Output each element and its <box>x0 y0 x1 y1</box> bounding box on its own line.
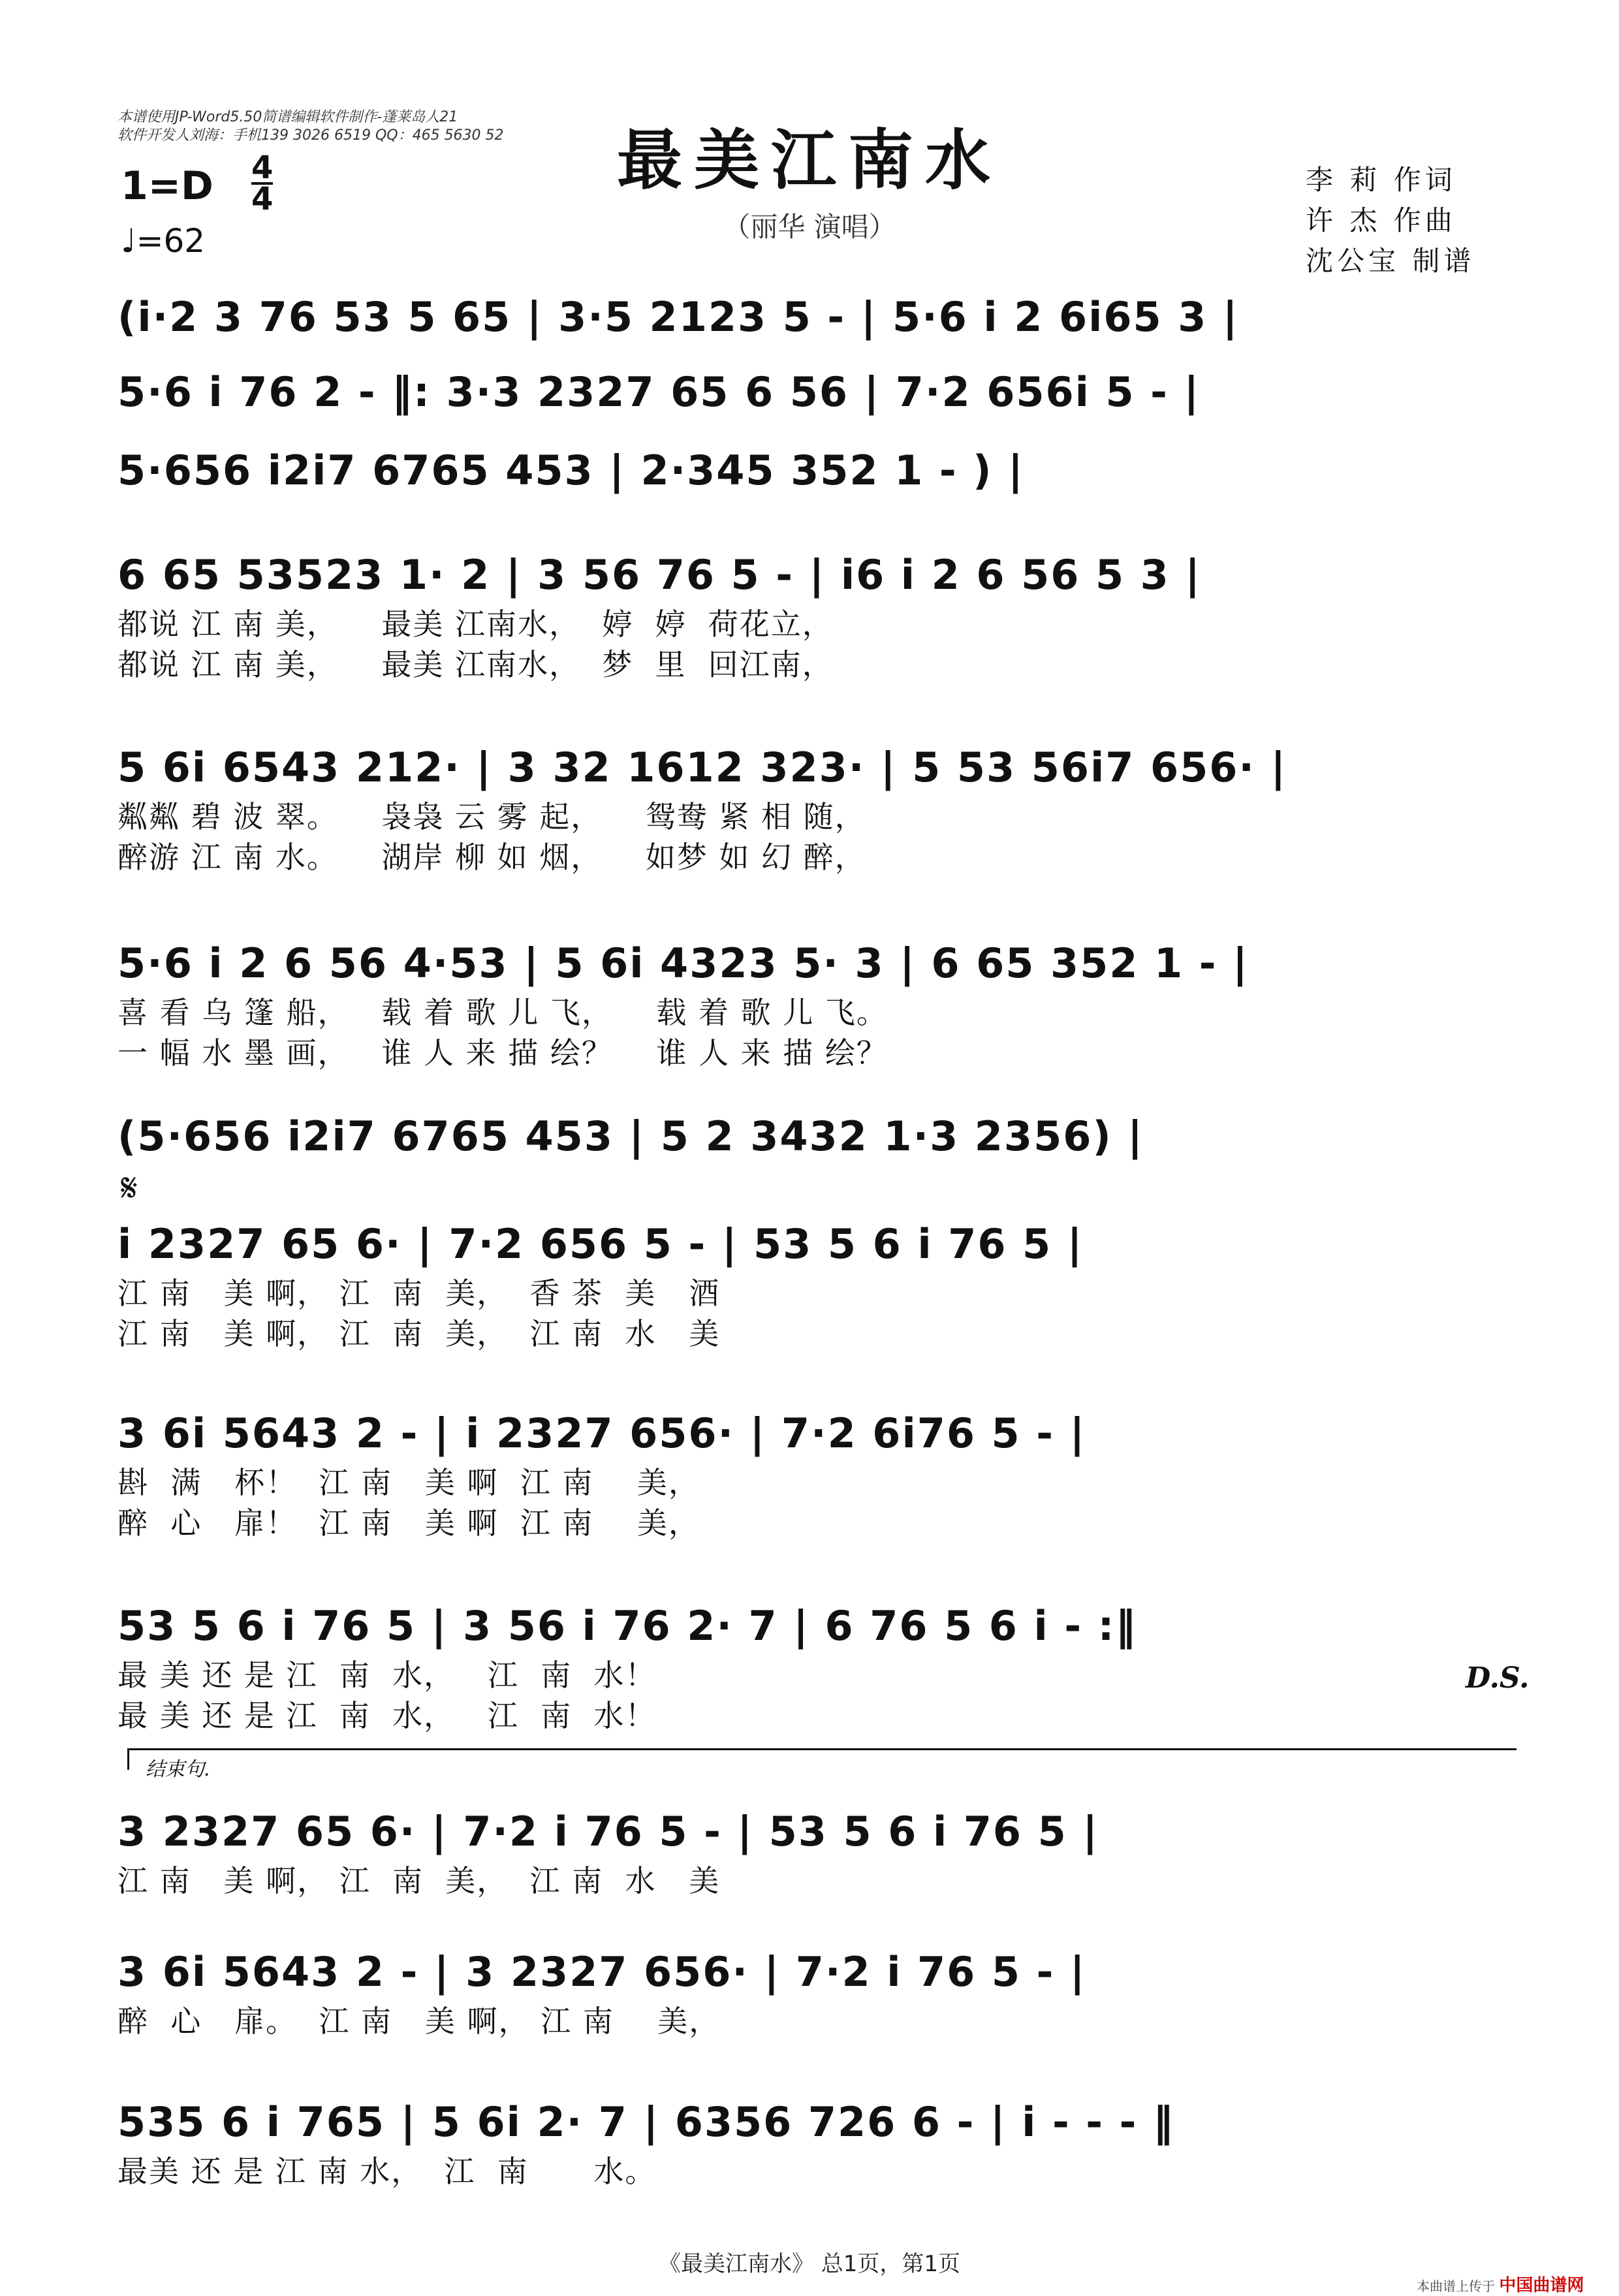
notation-row: (5·656 i2i7 6765 453 | 5 2 3432 1·3 2356) | <box>118 1112 1144 1160</box>
score-line-5 <box>118 738 1515 877</box>
notation-row: i 2327 65 6· | 7·2 656 5 - | 53 5 6 i 76 5 | <box>118 1219 1084 1268</box>
score-line-3 <box>118 441 1515 499</box>
site-watermark <box>1417 2272 1584 2296</box>
watermark-brand: 中国曲谱网 <box>1499 2276 1584 2295</box>
notation-row: 5·6 i 2 6 56 4·53 | 5 6i 4323 5· 3 | 6 65 352 1 - | <box>118 939 1249 987</box>
tempo-value: =62 <box>136 222 206 260</box>
notation-row: 6 65 53523 1· 2 | 3 56 76 5 - | i6 i 2 6 56 5 3 | <box>118 550 1202 599</box>
notation-row: 5·656 i2i7 6765 453 | 2·345 352 1 - ) | <box>118 446 1024 494</box>
lyrics-verse-2: 都说 江 南 美， 最美 江南水， 梦 里 回江南， <box>118 647 834 682</box>
ending-bracket <box>127 1748 1517 1781</box>
score-line-2 <box>118 362 1515 421</box>
score-line-1 <box>118 287 1515 346</box>
notation-row: 5 6i 6543 212· | 3 32 1612 323· | 5 53 56i7 656· | <box>118 743 1287 791</box>
score-line-7 <box>118 1107 1515 1165</box>
notation-row: 3 6i 5643 2 - | 3 2327 656· | 7·2 i 76 5 - | <box>118 1947 1086 1996</box>
lyrics-verse-1: 最美 还 是 江 南 水， 江 南 水。 <box>118 2154 657 2189</box>
score-line-10 <box>118 1596 1515 1736</box>
time-signature <box>251 149 274 217</box>
page-footer: 《最美江南水》 总1页，第1页 <box>658 2251 961 2277</box>
software-credit-line2: 软件开发人刘海：手机139 3026 6519 QQ：465 5630 52 <box>118 127 504 144</box>
time-signature-top: 4 <box>251 149 274 186</box>
lyrics-verse-2: 江 南 美 啊， 江 南 美， 江 南 水 美 <box>118 1316 721 1351</box>
singer-credit: （丽华 演唱） <box>723 211 896 243</box>
lyrics-verse-2: 最 美 还 是 江 南 水， 江 南 水！ <box>118 1698 657 1733</box>
lyrics-verse-1: 都说 江 南 美， 最美 江南水， 婷 婷 荷花立， <box>118 606 834 642</box>
credits-block <box>1306 160 1475 281</box>
lyrics-verse-1: 江 南 美 啊， 江 南 美， 江 南 水 美 <box>118 1863 721 1898</box>
lyrics-verse-2: 醉游 江 南 水。 湖岸 柳 如 烟， 如梦 如 幻 醉， <box>118 840 866 875</box>
notation-row: 53 5 6 i 76 5 | 3 56 i 76 2· 7 | 6 76 5 6 i - :‖ <box>118 1601 1137 1650</box>
lyrics-verse-2: 醉 心 扉！ 江 南 美 啊 江 南 美， <box>118 1505 700 1541</box>
watermark-text: 本曲谱上传于 <box>1417 2278 1495 2294</box>
notation-row: 3 6i 5643 2 - | i 2327 656· | 7·2 6i76 5 - | <box>118 1409 1086 1457</box>
software-credit-line1: 本谱使用JP-Word5.50简谱编辑软件制作-蓬莱岛人21 <box>118 109 458 125</box>
lyricist-credit: 李 莉 作词 <box>1306 164 1456 196</box>
segno-icon: 𝄋 <box>121 1165 138 1211</box>
notation-row: (i·2 3 76 53 5 65 | 3·5 2123 5 - | 5·6 i 2 6i65 3 | <box>118 292 1239 341</box>
key-signature: 1=D <box>121 163 213 209</box>
composer-credit: 许 杰 作曲 <box>1306 204 1456 236</box>
tempo-marking <box>121 222 205 260</box>
notation-row: 535 6 i 765 | 5 6i 2· 7 | 6356 726 6 - | i - - - ‖ <box>118 2098 1174 2146</box>
lyrics-verse-1: 喜 看 乌 篷 船， 载 着 歌 儿 飞， 载 着 歌 儿 飞。 <box>118 995 888 1030</box>
score-line-6 <box>118 934 1515 1073</box>
notation-row: 3 2327 65 6· | 7·2 i 76 5 - | 53 5 6 i 76 5 | <box>118 1807 1099 1855</box>
ending-label: 结束句. <box>146 1758 211 1781</box>
lyrics-verse-2: 一 幅 水 墨 画， 谁 人 来 描 绘？ 谁 人 来 描 绘？ <box>118 1035 888 1071</box>
lyrics-verse-1: 最 美 还 是 江 南 水， 江 南 水！ <box>118 1658 657 1693</box>
lyrics-verse-1: 江 南 美 啊， 江 南 美， 香 茶 美 酒 <box>118 1276 721 1311</box>
time-signature-bottom: 4 <box>251 181 274 217</box>
dal-segno-mark: D.S. <box>1466 1661 1530 1695</box>
score-line-4 <box>118 545 1515 685</box>
lyrics-verse-1: 斟 满 杯！ 江 南 美 啊 江 南 美， <box>118 1465 700 1500</box>
score-line-8 <box>118 1214 1515 1354</box>
score-line-12 <box>118 1942 1515 2041</box>
lyrics-verse-1: 醉 心 扉。 江 南 美 啊， 江 南 美， <box>118 2004 721 2039</box>
notation-row: 5·6 i 76 2 - ‖: 3·3 2327 65 6 56 | 7·2 656i 5 - | <box>118 368 1201 416</box>
arranger-credit: 沈公宝 制谱 <box>1306 245 1475 277</box>
lyrics-verse-1: 粼粼 碧 波 翠。 袅袅 云 雾 起， 鸳鸯 紧 相 随， <box>118 799 866 834</box>
score-line-11 <box>118 1802 1515 1901</box>
quarter-note-icon: ♩ <box>121 222 136 260</box>
score-line-13 <box>118 2092 1515 2192</box>
song-title: 最美江南水 <box>617 121 1002 198</box>
score-line-9 <box>118 1404 1515 1543</box>
